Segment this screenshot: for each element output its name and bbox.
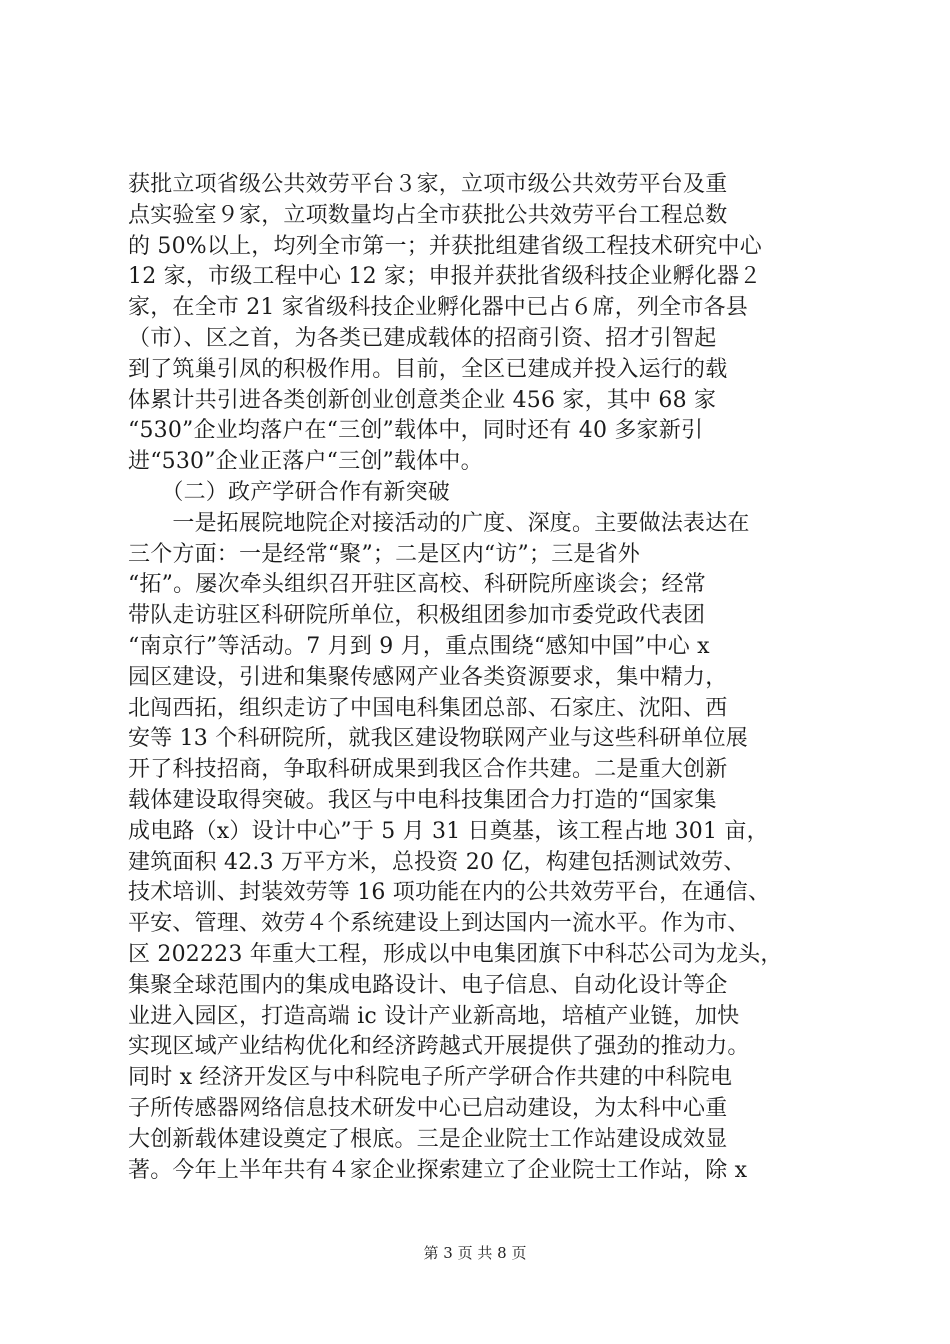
text-line: 点实验室９家，立项数量均占全市获批公共效劳平台工程总数 [128, 202, 728, 228]
text-line: 业进入园区，打造高端 ic 设计产业新高地，培植产业链，加快 [128, 1003, 740, 1029]
text-line: 带队走访驻区科研院所单位，积极组团参加市委党政代表团 [128, 603, 706, 629]
text-line: 的 50%以上，均列全市第一；并获批组建省级工程技术研究中心 [128, 233, 762, 259]
text-line: 子所传感器网络信息技术研发中心已启动建设，为太科中心重 [128, 1095, 728, 1121]
text-line: 安等 13 个科研院所，就我区建设物联网产业与这些科研单位展 [128, 726, 748, 752]
text-line: 家，在全市 21 家省级科技企业孵化器中已占６席，列全市各县 [128, 295, 748, 321]
text-line: （市）、区之首，为各类已建成载体的招商引资、招才引智起 [128, 325, 717, 351]
text-line: 载体建设取得突破。我区与中电科技集团合力打造的“国家集 [128, 787, 717, 813]
text-line: 集聚全球范围内的集成电路设计、电子信息、自动化设计等企 [128, 972, 728, 998]
text-line: 区 202223 年重大工程，形成以中电集团旗下中科芯公司为龙头， [128, 941, 783, 967]
text-line: 体累计共引进各类创新创业创意类企业 456 家，其中 68 家 [128, 387, 717, 413]
page-footer: 第 3 页 共 8 页 [423, 1244, 527, 1262]
text-line: “拓”。屡次牵头组织召开驻区高校、科研院所座谈会；经常 [128, 572, 706, 598]
text-line: 三个方面：一是经常“聚”；二是区内“访”；三是省外 [128, 541, 640, 567]
text-line: 到了筑巢引凤的积极作用。目前，全区已建成并投入运行的载 [128, 356, 728, 382]
text-line: 开了科技招商，争取科研成果到我区合作共建。二是重大创新 [128, 757, 728, 783]
text-line: （二）政产学研合作有新突破 [128, 479, 451, 505]
text-line: 成电路（x）设计中心”于 5 月 31 日奠基，该工程占地 301 亩， [128, 818, 769, 844]
text-line: 建筑面积 42.3 万平方米，总投资 20 亿，构建包括测试效劳、 [128, 849, 746, 875]
text-line: 平安、管理、效劳４个系统建设上到达国内一流水平。作为市、 [128, 911, 750, 937]
text-line: “南京行”等活动。7 月到 9 月，重点围绕“感知中国”中心 x [128, 633, 710, 659]
text-line: 12 家，市级工程中心 12 家；申报并获批省级科技企业孵化器２ [128, 264, 762, 290]
text-line: 实现区域产业结构优化和经济跨越式开展提供了强劲的推动力。 [128, 1034, 750, 1060]
text-line: 一是拓展院地院企对接活动的广度、深度。主要做法表达在 [128, 510, 750, 536]
text-line: 同时 x 经济开发区与中科院电子所产学研合作共建的中科院电 [128, 1065, 733, 1091]
body-text [128, 170, 828, 1186]
text-line: 获批立项省级公共效劳平台３家，立项市级公共效劳平台及重 [128, 172, 728, 197]
text-line: “530”企业均落户在“三创”载体中，同时还有 40 多家新引 [128, 418, 704, 444]
text-line: 园区建设，引进和集聚传感网产业各类资源要求，集中精力， [128, 664, 728, 690]
text-line: 进“530”企业正落户“三创”载体中。 [128, 449, 483, 475]
text-line: 北闯西拓，组织走访了中国电科集团总部、石家庄、沈阳、西 [128, 695, 728, 721]
text-line: 大创新载体建设奠定了根底。三是企业院士工作站建设成效显 [128, 1126, 728, 1152]
text-line: 技术培训、封装效劳等 16 项功能在内的公共效劳平台，在通信、 [128, 880, 771, 906]
text-line: 著。今年上半年共有４家企业探索建立了企业院士工作站，除 x [128, 1157, 748, 1183]
